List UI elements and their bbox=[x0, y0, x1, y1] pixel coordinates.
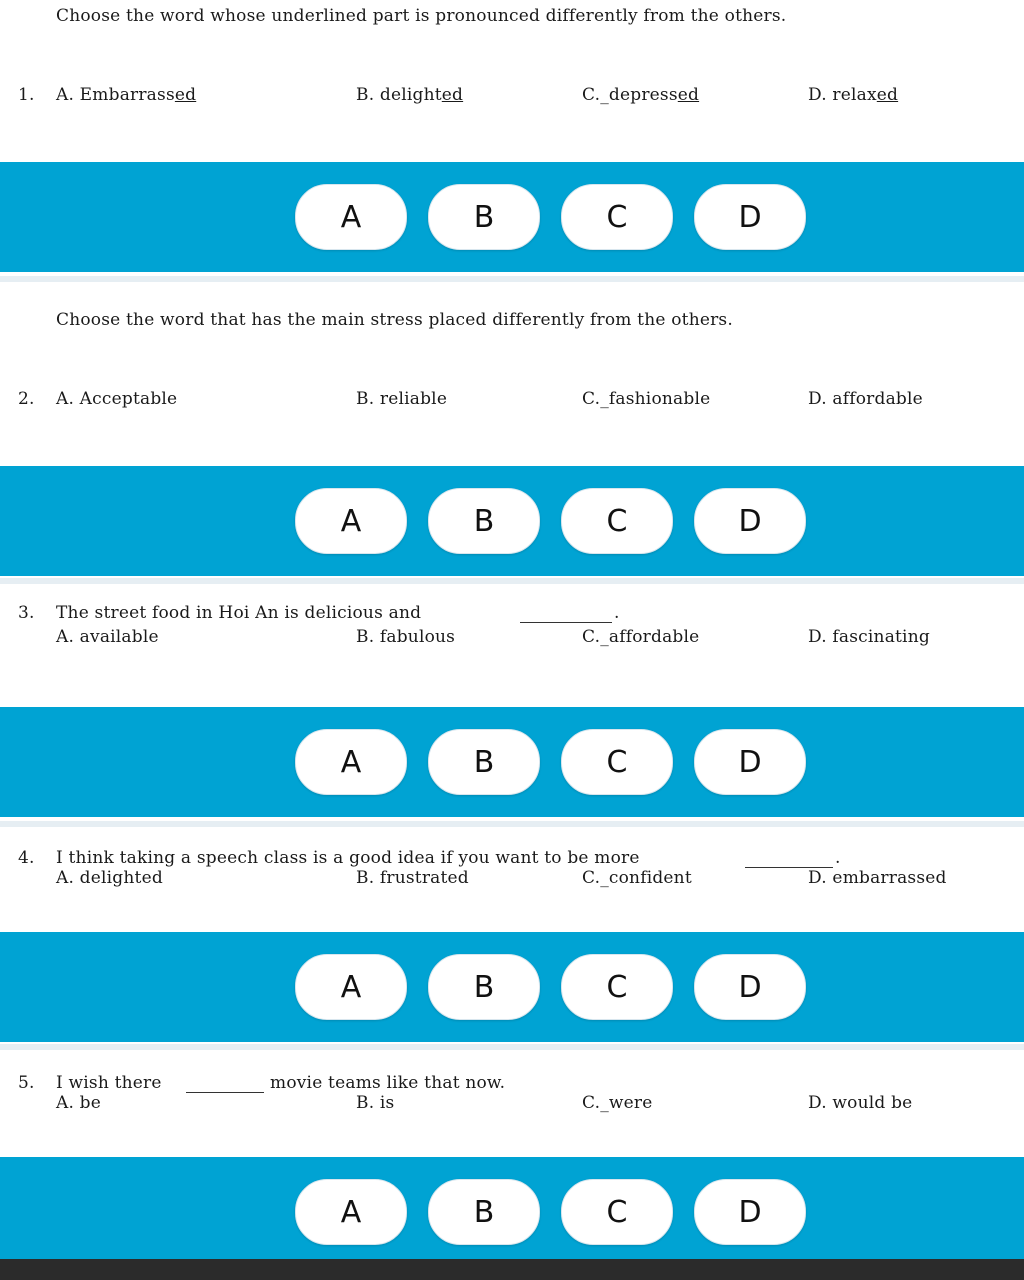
q3-answer-d-button[interactable]: D bbox=[694, 729, 806, 795]
q2-option-d: D. affordable bbox=[808, 389, 923, 409]
q4-answer-d-button[interactable]: D bbox=[694, 954, 806, 1020]
q4-option-d: D. embarrassed bbox=[808, 868, 947, 888]
q4-answer-c-button[interactable]: C bbox=[561, 954, 673, 1020]
q3-answer-b-button[interactable]: B bbox=[428, 729, 540, 795]
divider bbox=[0, 276, 1024, 282]
q3-option-b: B. fabulous bbox=[356, 627, 456, 647]
q5-stem: I wish there bbox=[56, 1073, 162, 1093]
q5-answer-a-button[interactable]: A bbox=[295, 1179, 407, 1245]
q3-answer-c-button[interactable]: C bbox=[561, 729, 673, 795]
q3-answer-bar bbox=[0, 707, 1024, 817]
question-4-number: 4. bbox=[18, 848, 35, 868]
q5-blank bbox=[186, 1092, 264, 1093]
q4-answer-b-button[interactable]: B bbox=[428, 954, 540, 1020]
instruction-stress: Choose the word that has the main stress placed differently from the others. bbox=[56, 310, 733, 330]
q2-answer-bar bbox=[0, 466, 1024, 576]
question-3-number: 3. bbox=[18, 603, 35, 623]
instruction-pronunciation: Choose the word whose underlined part is pronounced differently from the others. bbox=[56, 6, 787, 26]
q2-answer-d-button[interactable]: D bbox=[694, 488, 806, 554]
q2-answer-c-button[interactable]: C bbox=[561, 488, 673, 554]
q3-option-c: C._affordable bbox=[582, 627, 700, 647]
q5-option-b: B. is bbox=[356, 1093, 395, 1113]
q5-option-d: D. would be bbox=[808, 1093, 913, 1113]
q2-option-a: A. Acceptable bbox=[56, 389, 178, 409]
q4-stem-end: . bbox=[835, 848, 841, 868]
q5-answer-d-button[interactable]: D bbox=[694, 1179, 806, 1245]
q1-option-a: A. Embarrassed bbox=[56, 85, 197, 105]
q1-option-c: C._depressed bbox=[582, 85, 700, 105]
divider bbox=[0, 578, 1024, 584]
q4-option-b: B. frustrated bbox=[356, 868, 469, 888]
q4-answer-a-button[interactable]: A bbox=[295, 954, 407, 1020]
q1-option-b: B. delighted bbox=[356, 85, 464, 105]
q5-answer-b-button[interactable]: B bbox=[428, 1179, 540, 1245]
q2-answer-a-button[interactable]: A bbox=[295, 488, 407, 554]
q1-answer-b-button[interactable]: B bbox=[428, 184, 540, 250]
q4-stem: I think taking a speech class is a good idea if you want to be more bbox=[56, 848, 640, 868]
q4-option-c: C._confident bbox=[582, 868, 692, 888]
q1-option-d: D. relaxed bbox=[808, 85, 899, 105]
q4-answer-bar bbox=[0, 932, 1024, 1042]
q3-answer-a-button[interactable]: A bbox=[295, 729, 407, 795]
q1-answer-c-button[interactable]: C bbox=[561, 184, 673, 250]
q5-answer-c-button[interactable]: C bbox=[561, 1179, 673, 1245]
q1-answer-d-button[interactable]: D bbox=[694, 184, 806, 250]
q3-option-d: D. fascinating bbox=[808, 627, 930, 647]
q4-option-a: A. delighted bbox=[56, 868, 163, 888]
q1-answer-a-button[interactable]: A bbox=[295, 184, 407, 250]
q5-stem-end: movie teams like that now. bbox=[270, 1073, 506, 1093]
q1-answer-bar bbox=[0, 162, 1024, 272]
divider bbox=[0, 1044, 1024, 1050]
q3-blank bbox=[520, 622, 612, 623]
q3-stem-end: . bbox=[614, 603, 620, 623]
question-5-number: 5. bbox=[18, 1073, 35, 1093]
q5-option-a: A. be bbox=[56, 1093, 102, 1113]
bottom-system-bar bbox=[0, 1259, 1024, 1280]
question-1-number: 1. bbox=[18, 85, 35, 105]
question-2-number: 2. bbox=[18, 389, 35, 409]
q3-stem: The street food in Hoi An is delicious and bbox=[56, 603, 422, 623]
q2-option-c: C._fashionable bbox=[582, 389, 711, 409]
q3-option-a: A. available bbox=[56, 627, 159, 647]
q2-option-b: B. reliable bbox=[356, 389, 448, 409]
q5-option-c: C._were bbox=[582, 1093, 653, 1113]
divider bbox=[0, 821, 1024, 827]
q2-answer-b-button[interactable]: B bbox=[428, 488, 540, 554]
q5-answer-bar bbox=[0, 1157, 1024, 1267]
